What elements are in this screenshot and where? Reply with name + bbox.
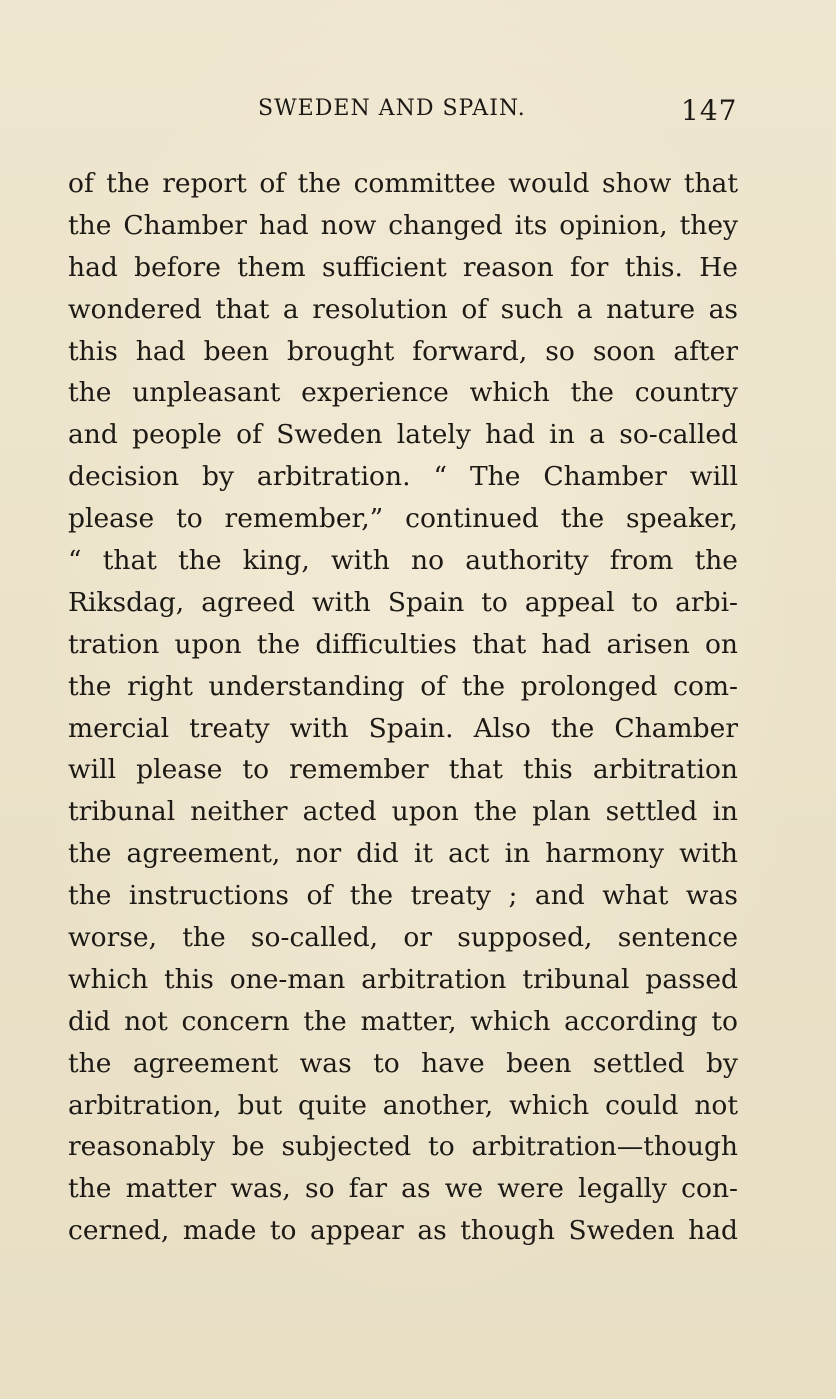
- text-line: which this one-man arbitration tribunal passed: [68, 963, 738, 995]
- text-line: tration upon the difficulties that had arisen on: [68, 628, 738, 660]
- page-number: 147: [681, 94, 738, 127]
- text-line: wondered that a resolution of such a nature as: [68, 293, 738, 325]
- text-line: “ that the king, with no authority from the: [68, 545, 738, 577]
- text-line: decision by arbitration. “ The Chamber will: [68, 461, 738, 493]
- text-line: the matter was, so far as we were legally con-: [68, 1173, 738, 1205]
- text-line: the agreement, nor did it act in harmony with: [68, 838, 738, 870]
- running-head-title: SWEDEN AND SPAIN.: [258, 96, 526, 121]
- text-line: the instructions of the treaty ; and what was: [68, 880, 738, 912]
- text-line: Riksdag, agreed with Spain to appeal to arbi-: [68, 586, 738, 618]
- text-line: the right understanding of the prolonged com-: [68, 670, 738, 702]
- text-line: and people of Sweden lately had in a so-called: [68, 419, 738, 451]
- text-line: the agreement was to have been settled by: [68, 1047, 738, 1079]
- text-line: worse, the so-called, or supposed, sentence: [68, 922, 738, 954]
- text-line: of the report of the committee would show that: [68, 168, 738, 199]
- text-line: tribunal neither acted upon the plan settled in: [68, 796, 738, 828]
- text-line: mercial treaty with Spain. Also the Chamber: [68, 712, 738, 744]
- text-line: did not concern the matter, which according to: [68, 1005, 738, 1037]
- text-line: please to remember,” continued the speaker,: [68, 503, 738, 535]
- text-line: reasonably be subjected to arbitration—though: [68, 1131, 738, 1163]
- text-line: this had been brought forward, so soon after: [68, 335, 738, 367]
- text-line: arbitration, but quite another, which could not: [68, 1089, 738, 1121]
- text-line: had before them sufficient reason for this. He: [68, 251, 738, 283]
- text-line: the unpleasant experience which the country: [68, 377, 738, 409]
- body-paragraph: [68, 163, 738, 1252]
- text-line: cerned, made to appear as though Sweden had: [68, 1215, 738, 1247]
- text-line: the Chamber had now changed its opinion, they: [68, 209, 738, 241]
- text-line: will please to remember that this arbitration: [68, 754, 738, 786]
